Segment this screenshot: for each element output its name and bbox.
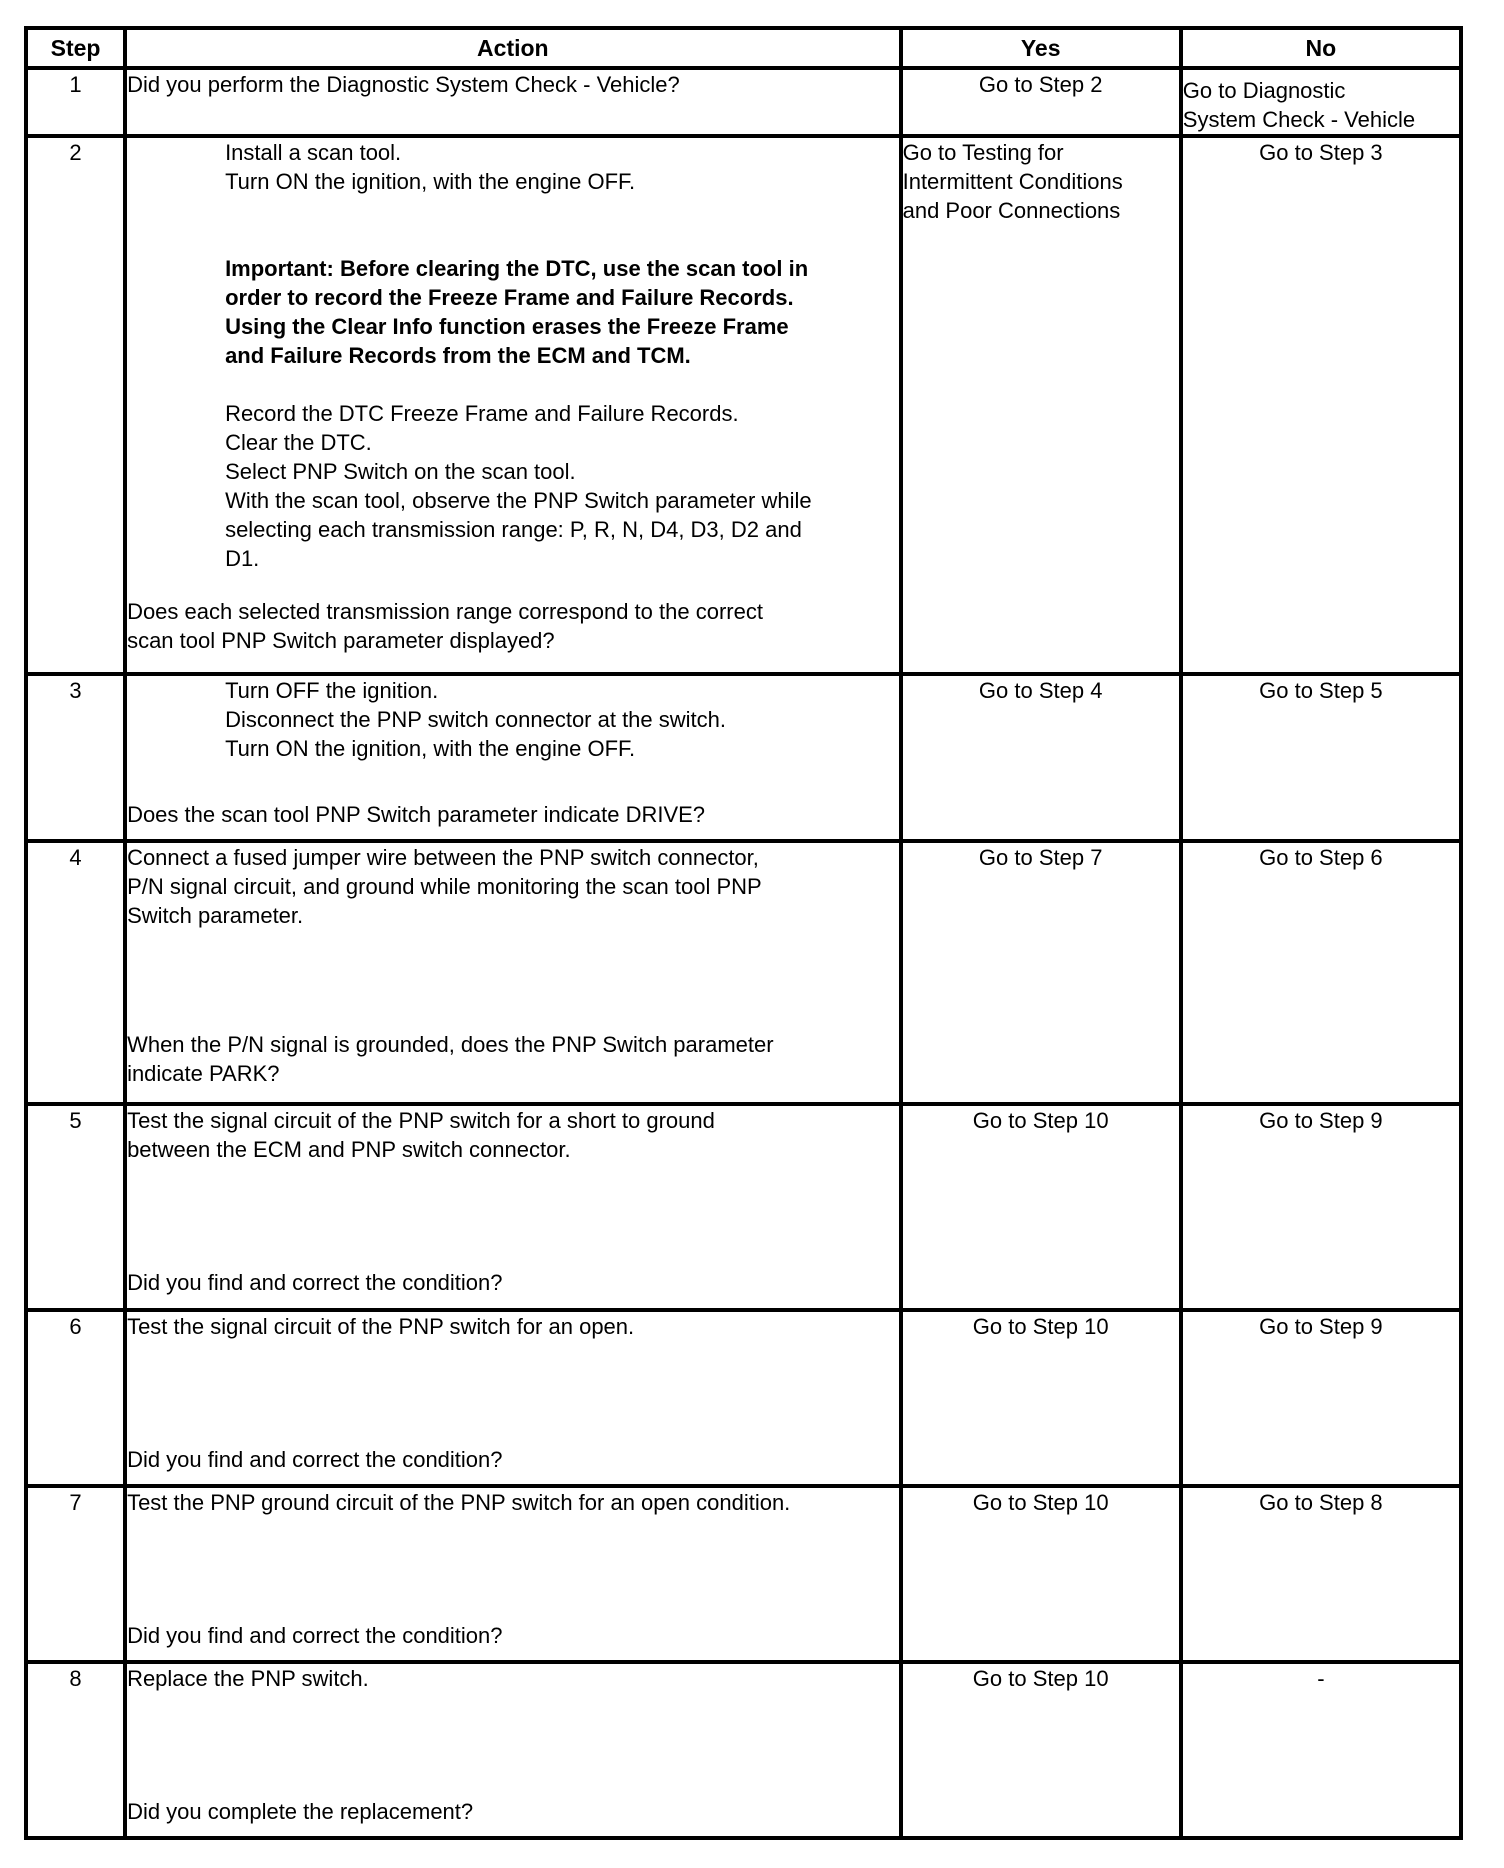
table-row — [26, 674, 1461, 841]
step-number: 6 — [26, 1310, 125, 1486]
diagnostic-table — [24, 26, 1463, 1840]
important-line: order to record the Freeze Frame and Failure Records. — [225, 285, 794, 310]
action-cell — [125, 136, 901, 674]
procedure-line: Disconnect the PNP switch connector at the switch. — [225, 707, 727, 732]
table-row — [26, 1310, 1461, 1486]
procedure-line: With the scan tool, observe the PNP Switch parameter while — [225, 488, 812, 513]
yes-cell — [901, 136, 1181, 674]
yes-cell: Go to Step 10 — [901, 1662, 1181, 1838]
question-text: Did you find and correct the condition? — [127, 1623, 503, 1648]
no-cell: Go to Step 9 — [1181, 1104, 1461, 1310]
header-action: Action — [125, 28, 901, 68]
procedure-line: Record the DTC Freeze Frame and Failure Records. — [225, 401, 739, 426]
no-cell: Go to Step 8 — [1181, 1486, 1461, 1662]
question-text: Does the scan tool PNP Switch parameter indicate DRIVE? — [127, 802, 706, 827]
table-row — [26, 68, 1461, 136]
step-number: 1 — [26, 68, 125, 136]
action-text: Test the PNP ground circuit of the PNP switch for an open condition. — [127, 1490, 791, 1515]
no-cell — [1181, 68, 1461, 136]
procedure-line: Turn OFF the ignition. — [225, 678, 439, 703]
important-line: Using the Clear Info function erases the Freeze Frame — [225, 314, 789, 339]
procedure-line: Turn ON the ignition, with the engine OFF. — [225, 169, 636, 194]
procedure-line: selecting each transmission range: P, R, N, D4, D3, D2 and — [225, 517, 802, 542]
procedure-line: Install a scan tool. — [225, 140, 402, 165]
no-cell: - — [1181, 1662, 1461, 1838]
action-text: between the ECM and PNP switch connector. — [127, 1137, 571, 1162]
no-text: Go to Diagnostic — [1182, 78, 1346, 103]
header-yes: Yes — [901, 28, 1181, 68]
question-text: Does each selected transmission range correspond to the correct — [127, 599, 763, 624]
header-step: Step — [26, 28, 125, 68]
header-row — [26, 28, 1461, 68]
action-cell — [125, 1310, 901, 1486]
table-row — [26, 841, 1461, 1104]
procedure-steps — [127, 676, 899, 763]
question-text: scan tool PNP Switch parameter displayed? — [127, 628, 555, 653]
procedure-line: D1. — [225, 546, 260, 571]
procedure-line: Select PNP Switch on the scan tool. — [225, 459, 576, 484]
yes-cell: Go to Step 4 — [901, 674, 1181, 841]
action-cell — [125, 1486, 901, 1662]
action-text: Test the signal circuit of the PNP switch for an open. — [127, 1314, 635, 1339]
action-text: Connect a fused jumper wire between the PNP switch connector, — [127, 845, 759, 870]
important-note — [225, 254, 899, 370]
action-text: P/N signal circuit, and ground while monitoring the scan tool PNP — [127, 874, 762, 899]
yes-cell: Go to Step 7 — [901, 841, 1181, 1104]
action-text: Replace the PNP switch. — [127, 1666, 369, 1691]
question-text: Did you complete the replacement? — [127, 1799, 474, 1824]
yes-cell: Go to Step 10 — [901, 1310, 1181, 1486]
yes-cell: Go to Step 10 — [901, 1486, 1181, 1662]
important-line: Important: Before clearing the DTC, use the scan tool in — [225, 256, 809, 281]
action-cell — [125, 674, 901, 841]
action-cell — [125, 68, 901, 136]
no-cell: Go to Step 9 — [1181, 1310, 1461, 1486]
question-text: Did you find and correct the condition? — [127, 1447, 503, 1472]
no-cell: Go to Step 3 — [1181, 136, 1461, 674]
question-text: When the P/N signal is grounded, does the PNP Switch parameter — [127, 1032, 774, 1057]
procedure-steps — [127, 138, 899, 573]
yes-text: and Poor Connections — [902, 198, 1121, 223]
table-row — [26, 1662, 1461, 1838]
yes-text: Go to Testing for — [902, 140, 1064, 165]
no-cell: Go to Step 5 — [1181, 674, 1461, 841]
step-number: 5 — [26, 1104, 125, 1310]
action-text: Switch parameter. — [127, 903, 304, 928]
question-text: Did you find and correct the condition? — [127, 1270, 503, 1295]
yes-text: Intermittent Conditions — [902, 169, 1123, 194]
step-number: 2 — [26, 136, 125, 674]
yes-cell: Go to Step 2 — [901, 68, 1181, 136]
table-row — [26, 1486, 1461, 1662]
no-text: System Check - Vehicle — [1182, 107, 1416, 132]
table-row — [26, 136, 1461, 674]
important-line: and Failure Records from the ECM and TCM. — [225, 343, 691, 368]
yes-cell: Go to Step 10 — [901, 1104, 1181, 1310]
action-cell — [125, 841, 901, 1104]
step-number: 7 — [26, 1486, 125, 1662]
step-number: 3 — [26, 674, 125, 841]
no-cell: Go to Step 6 — [1181, 841, 1461, 1104]
action-text: Did you perform the Diagnostic System Check - Vehicle? — [127, 72, 680, 97]
question-text: indicate PARK? — [127, 1061, 280, 1086]
step-number: 8 — [26, 1662, 125, 1838]
procedure-line: Turn ON the ignition, with the engine OFF. — [225, 736, 636, 761]
action-cell — [125, 1104, 901, 1310]
table-row — [26, 1104, 1461, 1310]
action-text: Test the signal circuit of the PNP switch for a short to ground — [127, 1108, 715, 1133]
action-cell — [125, 1662, 901, 1838]
procedure-line: Clear the DTC. — [225, 430, 372, 455]
step-number: 4 — [26, 841, 125, 1104]
header-no: No — [1181, 28, 1461, 68]
